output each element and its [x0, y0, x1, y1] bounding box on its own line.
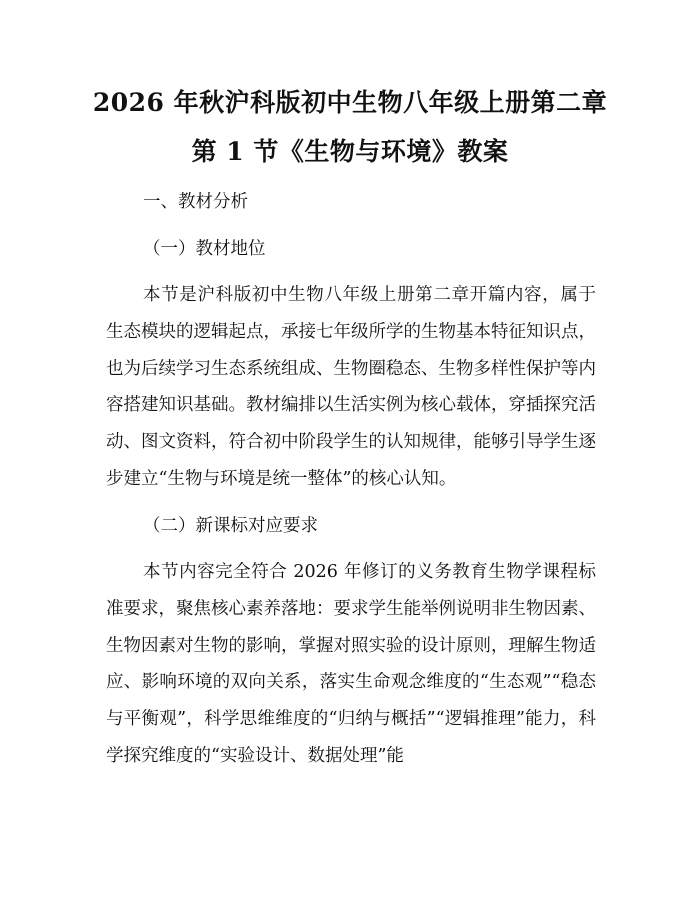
subsection-heading-textbook-status: （一）教材地位	[143, 239, 266, 259]
document-title-line-2: 第 1 节《生物与环境》教案	[191, 137, 509, 166]
subsection-heading-curriculum-requirements: （二）新课标对应要求	[143, 516, 318, 536]
paragraph-textbook-status: 本节是沪科版初中生物八年级上册第二章开篇内容，属于生态模块的逻辑起点，承接七年级所学的生物基本特征知识点，也为后续学习生态系统组成、生物圈稳态、生物多样性保护等内容搭建知识基础。教材编排以生活实例为核心载体，穿插探究活动、图文资料，符合初中阶段学生的认知规律，能够引导学生逐步建立“生物与环境是统一整体”的核心认知。	[106, 285, 596, 489]
paragraph-curriculum-requirements: 本节内容完全符合 2026 年修订的义务教育生物学课程标准要求，聚焦核心素养落地：要求学生能举例说明非生物因素、生物因素对生物的影响，掌握对照实验的设计原则，理解生物适应、影响环境的双向关系，落实生命观念维度的“生态观”“稳态与平衡观”，科学思维维度的“归纳与概括”“逻辑推理”能力，科学探究维度的“实验设计、数据处理”能	[106, 562, 596, 766]
document-title-line-1: 2026 年秋沪科版初中生物八年级上册第二章	[92, 88, 608, 117]
section-heading-teaching-material-analysis: 一、教材分析	[143, 192, 248, 212]
